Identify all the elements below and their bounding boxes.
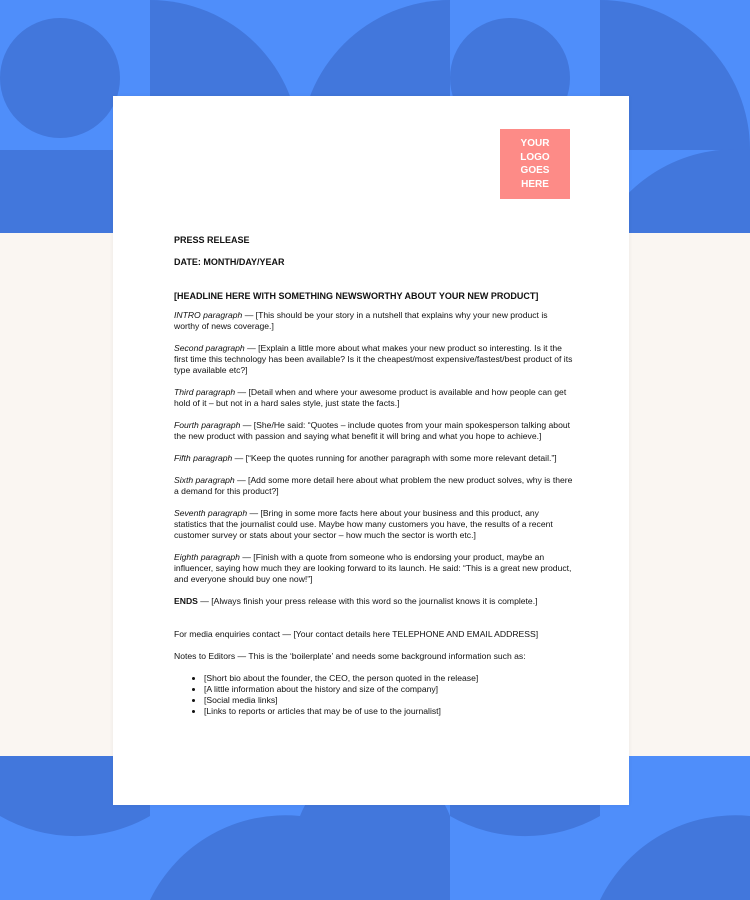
press-release-content bbox=[174, 235, 574, 717]
paragraph-seventh bbox=[174, 508, 574, 541]
paragraph-label: Third paragraph bbox=[174, 387, 236, 397]
paragraph-label: Eighth paragraph bbox=[174, 552, 240, 562]
logo-placeholder bbox=[500, 129, 570, 199]
paragraph-eighth bbox=[174, 552, 574, 585]
list-item: • [Links to reports or articles that may be of use to the journalist] bbox=[204, 706, 574, 717]
paragraph-text: — [Detail when and where your awesome product is available and how people can get hold of it – but not in a hard sales style, just state the facts.] bbox=[174, 387, 567, 408]
list-item: • [A little information about the history and size of the company] bbox=[204, 684, 574, 695]
paragraph-second bbox=[174, 343, 574, 376]
ends-text: — [Always finish your press release with this word so the journalist knows it is complete.] bbox=[197, 596, 538, 606]
list-item: • [Short bio about the founder, the CEO, the person quoted in the release] bbox=[204, 673, 574, 684]
paragraph-text: — [This should be your story in a nutshell that explains why your new product is worthy of news coverage.] bbox=[174, 310, 548, 331]
press-release-headline: [HEADLINE HERE WITH SOMETHING NEWSWORTHY ABOUT YOUR NEW PRODUCT] bbox=[174, 291, 539, 301]
paragraph-fourth bbox=[174, 420, 574, 442]
paragraph-label: Second paragraph bbox=[174, 343, 245, 353]
paragraph-label: Fourth paragraph bbox=[174, 420, 241, 430]
logo-text: YOUR LOGO GOES HERE bbox=[520, 138, 550, 190]
paragraph-fifth bbox=[174, 453, 574, 464]
paragraph-text: — [Finish with a quote from someone who is endorsing your product, maybe an influencer, saying how much they are looking forward to its launch. He said: “This is a great new product, and everyone should buy one now!”] bbox=[174, 552, 572, 584]
paragraph-ends bbox=[174, 596, 574, 607]
ends-label: ENDS bbox=[174, 596, 198, 606]
paragraph-text: — [Explain a little more about what makes your new product so interesting. Is it the first time this technology has been available? Is it the cheapest/most expensive/fastest/best product of its type available etc?] bbox=[174, 343, 573, 375]
paragraph-intro bbox=[174, 310, 574, 332]
paragraph-text: — [Bring in some more facts here about your business and this product, any statistics that the journalist could use. Maybe how many customers you have, the results of a recent customer survey or stats about your sector – how much the sector is worth etc.] bbox=[174, 508, 553, 540]
paragraph-label: Seventh paragraph bbox=[174, 508, 248, 518]
paragraph-sixth bbox=[174, 475, 574, 497]
paragraph-third bbox=[174, 387, 574, 409]
notes-to-editors: Notes to Editors — This is the ‘boilerplate’ and needs some background information such as: bbox=[174, 651, 526, 661]
paragraph-text: — [She/He said: “Quotes – include quotes from your main spokesperson talking about the new product with passion and saying what benefit it will bring and what you hope to achieve.] bbox=[174, 420, 571, 441]
paragraph-label: INTRO paragraph bbox=[174, 310, 243, 320]
paragraph-label: Fifth paragraph bbox=[174, 453, 233, 463]
list-item: • [Social media links] bbox=[204, 695, 574, 706]
media-contact: For media enquiries contact — [Your contact details here TELEPHONE AND EMAIL ADDRESS] bbox=[174, 629, 539, 639]
press-release-title: PRESS RELEASE bbox=[174, 235, 250, 245]
paragraph-text: — [“Keep the quotes running for another paragraph with some more relevant detail.”] bbox=[232, 453, 557, 463]
notes-list bbox=[174, 673, 574, 717]
paragraph-text: — [Add some more detail here about what problem the new product solves, why is there a demand for this product?] bbox=[174, 475, 573, 496]
paragraph-label: Sixth paragraph bbox=[174, 475, 235, 485]
press-release-date: DATE: MONTH/DAY/YEAR bbox=[174, 257, 285, 267]
document-page bbox=[113, 96, 629, 805]
